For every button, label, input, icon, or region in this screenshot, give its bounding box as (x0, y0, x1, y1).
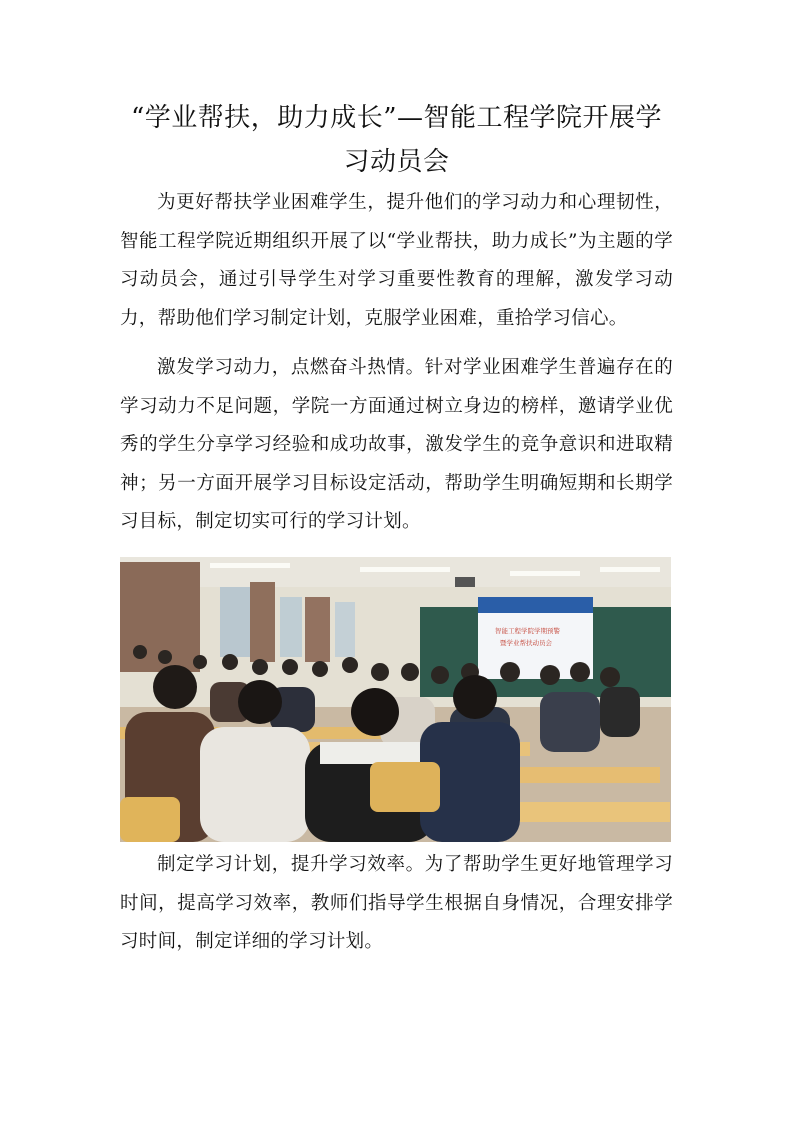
screen-title-line2: 暨学业帮扶动员会 (500, 639, 552, 647)
screen-title-line1: 智能工程学院学期预警 (495, 627, 560, 635)
paragraph-motivation: 激发学习动力，点燃奋斗热情。针对学业困难学生普遍存在的学习动力不足问题，学院一方面通过树立身边的榜样，邀请学业优秀的学生分享学习经验和成功故事，激发学生的竞争意识和进取精神；另一方面开展学习目标设定活动，帮助学生明确短期和长期学习目标，制定切实可行的学习计划。 (120, 357, 673, 532)
article-title: “学业帮扶，助力成长”—智能工程学院开展学习动员会 (130, 103, 663, 177)
meeting-photo (120, 557, 671, 842)
paragraph-planning: 制定学习计划，提升学习效率。为了帮助学生更好地管理学习时间，提高学习效率，教师们指导学生根据自身情况，合理安排学习时间，制定详细的学习计划。 (120, 854, 673, 952)
paragraph-intro: 为更好帮扶学业困难学生，提升他们的学习动力和心理韧性，智能工程学院近期组织开展了以“学业帮扶，助力成长”为主题的学习动员会，通过引导学生对学习重要性教育的理解，激发学习动力，帮助他们学习制定计划，克服学业困难，重拾学习信心。 (120, 192, 673, 329)
